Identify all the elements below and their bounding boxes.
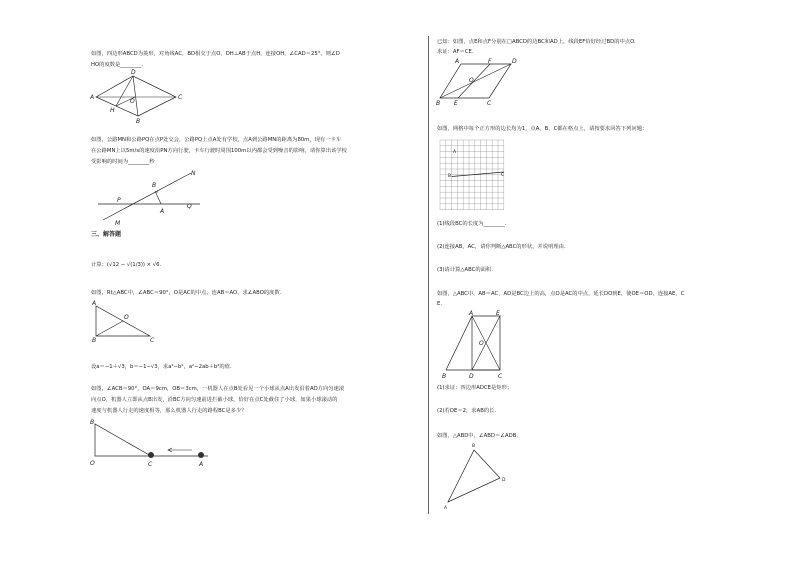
fig1-label-b: B <box>136 118 141 125</box>
isosceles-triangle-figure <box>440 442 520 510</box>
fig7-label-e: E <box>454 100 458 107</box>
q9-part2-text: (2)若OE＝2，求AB的长. <box>437 408 497 414</box>
fig7-label-a: A <box>455 58 460 65</box>
fig2-label-n: N <box>191 170 196 177</box>
fig4-label-b: B <box>92 337 97 344</box>
fig4-label-o: O <box>124 314 129 321</box>
fig9-label-d: D <box>469 373 474 380</box>
ball-marker <box>198 452 204 458</box>
fig1-label-d: D <box>131 69 136 76</box>
fig4-label-a: A <box>92 300 97 307</box>
section-heading-answers: 三、解答题 <box>91 231 122 238</box>
q9-text: 如图，△ABC中，AB＝AC，AD是BC边上的高，点O是AC的中点，延长DO到E，使OE＝OD，连接AE，C <box>437 291 685 297</box>
q7-text-line1: 已知：如图，点E和点F分别在□ABCD的边BC和AD上，线段EF恰好经过BD的中点O. <box>437 39 636 45</box>
fig1-label-c: C <box>178 94 183 101</box>
q2-text-line2: 在公路MN上以5m/s的速度沿PN方向行驶，卡车行驶时周围100m以内都会受到噪音的影响，请你算出该学校 <box>91 148 347 154</box>
q10-text: 如图，△ABD中，∠ABD＝∠ADB. <box>437 433 519 439</box>
fig8-label-c: C <box>501 173 505 178</box>
q6-text-line1: 如图，∠ACB＝90°，OA＝9cm，OB＝3cm，一机器人在点B处看见一个小球从点A出发沿着AO方向匀速滚 <box>91 386 345 392</box>
fig7-label-b: B <box>436 100 441 107</box>
rectangle-figure <box>436 310 516 380</box>
rhombus-figure <box>88 69 188 125</box>
q6-text-line3: 速度与机器人行走的速度相等，那么机器人行走的路程BC是多少？ <box>91 408 247 414</box>
fig9-label-a: A <box>469 310 474 317</box>
fig7-label-d: D <box>512 58 517 65</box>
q9-part1-text: (1)求证：四边形ADCE是矩形； <box>437 385 513 391</box>
q1-text-line1: 如图，四边形ABCD为菱形，对角线AC，BD相交于点O，DH⊥AB于点H，连接OH，∠CAD＝25°，则∠D <box>91 51 340 57</box>
q5-text: 设a＝−1＋√3，b＝−1−√3，求a²−b²，a²−2ab＋b²的值. <box>91 364 232 370</box>
fig2-label-a: A <box>160 208 165 215</box>
q3-text: 计算：(√12 − √(1/3)) × √6. <box>91 262 162 268</box>
fig8-label-a: A <box>453 150 457 155</box>
fig7-label-c: C <box>487 100 492 107</box>
fig2-label-p: P <box>117 197 121 204</box>
robot-ball-figure <box>88 418 213 470</box>
q9-text-cont: E. <box>437 301 443 307</box>
grid-figure <box>436 136 511 216</box>
fig9-label-o: O <box>479 340 484 347</box>
fig6-label-a: A <box>199 461 204 468</box>
fig7-label-o: O <box>469 77 474 84</box>
fig7-label-f: F <box>488 58 492 65</box>
fig6-label-o: O <box>90 460 95 467</box>
parallelogram-figure <box>436 58 521 108</box>
fig9-label-b: B <box>442 373 447 380</box>
fig9-label-e: E <box>496 310 500 317</box>
q8-part2-text: (2)连接AB，AC，请你判断△ABC的形状，并说明理由. <box>437 244 566 250</box>
fig1-label-a: A <box>90 94 95 101</box>
fig2-label-q: Q <box>187 203 192 210</box>
fig8-label-b: B <box>448 174 452 179</box>
q2-text-line3: 受影响的时间为________秒 <box>91 159 155 165</box>
q8-part1-text: (1)线段BC的长度为________. <box>437 221 507 227</box>
q8-part3-text: (3)请计算△ABC的面积. <box>437 267 493 273</box>
fig1-label-o: O <box>130 98 135 105</box>
fig10-label-a: A <box>444 506 448 511</box>
fig2-label-b: B <box>152 182 157 189</box>
q7-text-line2: 求证：AF＝CE. <box>437 49 474 55</box>
fig10-label-d: D <box>502 478 506 483</box>
fig4-label-c: C <box>150 337 155 344</box>
right-triangle-figure <box>90 300 160 342</box>
q6-text-line2: 向点O，机器人立即从点B出发，沿BC方向匀速前进拦截小球，恰好在点C处截住了小球，如果小球滚动的 <box>91 397 338 403</box>
q4-text: 如图，Rt△ABC中，∠ABC＝90°，O是AC的中点，连AB＝AO，求∠ABO的度数. <box>91 290 282 296</box>
q2-text-line1: 如图，公路MN和公路PQ在点P处交会，公路PQ上点A处有学校，点A到公路MN的距离为80m，现有一卡车 <box>91 137 342 143</box>
fig6-label-c: C <box>148 461 153 468</box>
column-divider <box>428 36 429 514</box>
robot-marker <box>148 452 154 458</box>
q1-text-line2: HO的度数是________. <box>91 62 144 68</box>
q8-text: 如图，网格中每个正方形的边长均为1，点A、B、C都在格点上，请按要求回答下列问题： <box>437 126 648 132</box>
fig2-label-m: M <box>115 220 121 227</box>
fig9-label-c: C <box>498 373 503 380</box>
highway-figure <box>95 170 205 225</box>
fig1-label-h: H <box>110 107 115 114</box>
fig10-label-b: B <box>472 444 476 449</box>
fig6-label-b: B <box>90 419 95 426</box>
